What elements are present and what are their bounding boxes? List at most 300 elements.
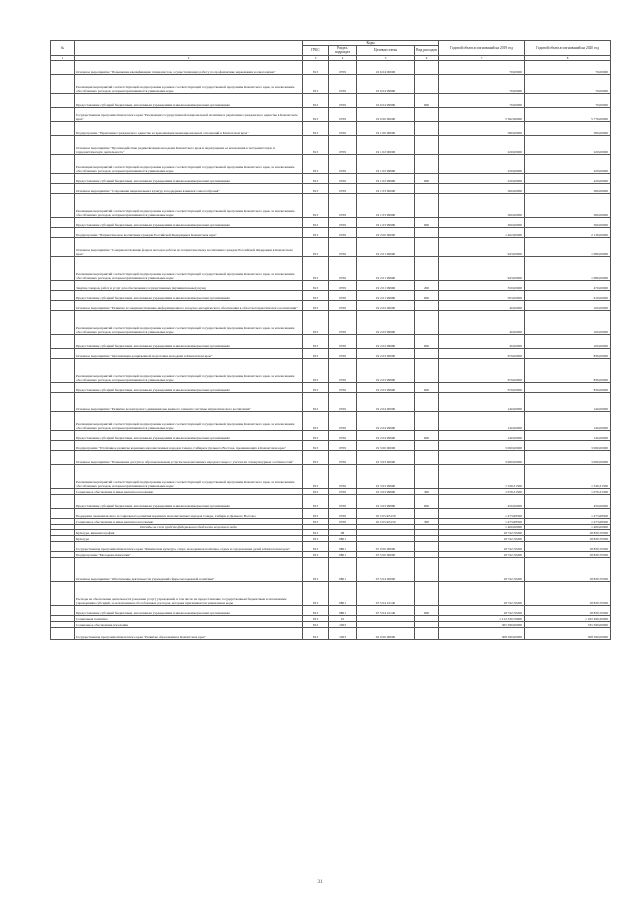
row-2019-cell: 18 742,76200 — [439, 551, 525, 557]
row-target-cell: 19 2 03 00000 — [357, 348, 415, 358]
table-row — [51, 411, 611, 430]
row-name-cell: Культура — [75, 535, 303, 541]
column-number-header: № — [51, 41, 75, 56]
table-row — [51, 392, 611, 411]
table-row — [51, 237, 611, 256]
row-grbs-cell: 813 — [303, 193, 329, 217]
table-row — [51, 541, 611, 551]
row-section-cell: 0709 — [329, 256, 357, 280]
row-section-cell: 0709 — [329, 290, 357, 300]
row-2019-cell: 360,00000 — [439, 183, 525, 193]
row-section-cell: 0709 — [329, 121, 357, 135]
column-section-header: Раздел, подраздел — [329, 46, 357, 55]
row-number-cell — [51, 135, 75, 154]
row-2019-cell: 3 000,00000 — [439, 440, 525, 450]
row-2019-cell: 220,00000 — [439, 154, 525, 173]
row-2019-cell: 679,00000 — [439, 358, 525, 382]
row-2020-cell: 335 590,00000 — [525, 621, 611, 627]
row-name-cell: Основное мероприятие "Обеспечение деятельности учреждений сферы молодежной политики" — [75, 557, 303, 581]
row-type-cell: 600 — [415, 93, 439, 107]
row-number-cell — [51, 154, 75, 173]
row-type-cell: 600 — [415, 494, 439, 508]
row-grbs-cell: 813 — [303, 535, 329, 541]
row-grbs-cell: 813 — [303, 256, 329, 280]
row-name-cell: Закупка товаров, работ и услуг для обеспечения государственных (муниципальных) нужд — [75, 280, 303, 290]
row-2019-cell: 1 400,00000 — [439, 524, 525, 529]
row-grbs-cell: 813 — [303, 382, 329, 392]
table-row — [51, 217, 611, 227]
row-number-cell — [51, 541, 75, 551]
row-section-cell: 0709 — [329, 60, 357, 74]
row-number-cell — [51, 557, 75, 581]
row-section-cell: 0709 — [329, 488, 357, 494]
row-2020-cell: 140,00000 — [525, 411, 611, 430]
column-index-cell: 6 — [415, 55, 439, 60]
row-type-cell — [415, 464, 439, 488]
row-2019-cell: 580,00000 — [439, 121, 525, 135]
row-grbs-cell: 813 — [303, 430, 329, 440]
row-section-cell: 0709 — [329, 135, 357, 154]
row-target-cell: 19 1 02 99990 — [357, 154, 415, 173]
row-grbs-cell: 813 — [303, 135, 329, 154]
row-section-cell: 0801 — [329, 581, 357, 605]
table-row — [51, 290, 611, 300]
row-grbs-cell: 813 — [303, 627, 329, 639]
row-2020-cell: 70,00000 — [525, 74, 611, 93]
row-type-cell: 600 — [415, 605, 439, 615]
row-name-cell: Подпрограмма "Патриотическое воспитание граждан Российской Федерации в Камчатском крае" — [75, 227, 303, 237]
row-name-cell: Поддержка экономического и социального развития коренных малочисленных народов Севера, Сибири и Дальнего Востока — [75, 508, 303, 518]
table-row — [51, 310, 611, 334]
row-2019-cell: 679,00000 — [439, 348, 525, 358]
row-number-cell — [51, 60, 75, 74]
row-2019-cell: 18 742,76200 — [439, 535, 525, 541]
table-row — [51, 508, 611, 518]
row-target-cell: 19 1 02 00000 — [357, 135, 415, 154]
table-row — [51, 154, 611, 173]
row-type-cell — [415, 392, 439, 411]
column-index-cell: 8 — [525, 55, 611, 60]
row-type-cell: 600 — [415, 173, 439, 183]
row-name-cell: Реализация мероприятий соответствующей подпрограммы в рамках соответствующей государственной программы Камчатского края, за исключением обособленных расходов, которым присваиваются уникальные коды — [75, 256, 303, 280]
row-section-cell: 0709 — [329, 382, 357, 392]
row-number-cell — [51, 93, 75, 107]
row-2020-cell: 1 400,00000 — [525, 524, 611, 529]
row-name-cell: Расходы на обеспечение деятельности (оказание услуг) учреждений, в том числе на предоставление государственным бюджетным и автономным учреждениям субсидий, за исключением обособленных расходов, которым присваиваются уникальные коды — [75, 581, 303, 605]
row-2020-cell: 450,00000 — [525, 494, 611, 508]
row-name-cell: Государственная программа Камчатского края "Развитие образования в Камчатском крае" — [75, 627, 303, 639]
row-name-cell: Предоставление субсидий бюджетным, автономным учреждениям и иным некоммерческим организациям — [75, 93, 303, 107]
row-2019-cell: 943,00000 — [439, 237, 525, 256]
row-2020-cell: 836,00000 — [525, 348, 611, 358]
row-section-cell: 0709 — [329, 193, 357, 217]
row-name-cell: Основное мероприятие "Повышение квалификации специалистов, осуществляющих работу по профилактике наркомании и алкоголизма" — [75, 60, 303, 74]
row-target-cell: 19 2 00 00000 — [357, 227, 415, 237]
row-number-cell — [51, 450, 75, 464]
row-name-cell: Реализация мероприятий соответствующей подпрограммы в рамках соответствующей государственной программы Камчатского края, за исключением обособленных расходов, которым присваиваются уникальные коды — [75, 464, 303, 488]
row-2019-cell: 350,00000 — [439, 280, 525, 290]
row-name-cell: Реализация мероприятий соответствующей подпрограммы в рамках соответствующей государственной программы Камчатского края, за исключением обособленных расходов, которым присваиваются уникальные коды — [75, 193, 303, 217]
column-type-header: Вид расходов — [415, 46, 439, 55]
row-section-cell: 0709 — [329, 334, 357, 348]
row-2020-cell: 308 390,00000 — [525, 627, 611, 639]
row-name-cell: Реализация мероприятий соответствующей подпрограммы в рамках соответствующей государственной программы Камчатского края, за исключением обособленных расходов, которым присваиваются уникальные коды — [75, 154, 303, 173]
column-2020-header: Годовой объем ассигнований на 2020 год — [525, 41, 611, 56]
row-number-cell — [51, 280, 75, 290]
budget-table — [50, 40, 611, 640]
column-target-header: Целевая статья — [357, 46, 415, 55]
row-target-cell: 16 6 04 99990 — [357, 93, 415, 107]
row-number-cell — [51, 74, 75, 93]
row-section-cell: 1003 — [329, 621, 357, 627]
row-section-cell: 0709 — [329, 494, 357, 508]
row-2020-cell: 1 473,68500 — [525, 518, 611, 524]
row-target-cell: 07 0 00 00000 — [357, 541, 415, 551]
row-section-cell: 0709 — [329, 440, 357, 450]
row-type-cell — [415, 183, 439, 193]
row-number-cell — [51, 358, 75, 382]
row-name-cell: Социальное обеспечение населения — [75, 621, 303, 627]
row-name-cell: Государственная программа Камчатского края "Реализация государственной национальной политики и укрепление гражданского единства в Камчатском крае" — [75, 107, 303, 121]
row-2019-cell: 220,00000 — [439, 135, 525, 154]
table-row — [51, 227, 611, 237]
row-section-cell: 08 — [329, 529, 357, 535]
row-number-cell — [51, 581, 75, 605]
row-name-cell: Основное мероприятие "Повышение доступа к образовательным услугам малочисленных народов Севера с учетом их этнокультурных особенностей" — [75, 450, 303, 464]
row-target-cell: 07 5 04 10140 — [357, 581, 415, 605]
table-row — [51, 440, 611, 450]
table-row — [51, 358, 611, 382]
row-target-cell: 19 1 03 00000 — [357, 183, 415, 193]
row-number-cell — [51, 183, 75, 193]
row-type-cell: 200 — [415, 280, 439, 290]
row-target-cell: 19 0 00 00000 — [357, 107, 415, 121]
table-row — [51, 74, 611, 93]
row-2019-cell: 40,00000 — [439, 310, 525, 334]
row-section-cell: 1003 — [329, 627, 357, 639]
table-row — [51, 135, 611, 154]
row-target-cell: 19 2 03 99990 — [357, 382, 415, 392]
row-target-cell: 19 2 01 99990 — [357, 290, 415, 300]
row-grbs-cell: 813 — [303, 615, 329, 621]
row-number-cell — [51, 334, 75, 348]
row-number-cell — [51, 430, 75, 440]
row-section-cell: 0801 — [329, 605, 357, 615]
row-name-cell: Подпрограмма "Молодежь Камчатки" — [75, 551, 303, 557]
column-grbs-header: ГРБС — [303, 46, 329, 55]
row-type-cell: 600 — [415, 334, 439, 348]
row-grbs-cell: 813 — [303, 121, 329, 135]
table-row — [51, 334, 611, 348]
row-grbs-cell: 813 — [303, 173, 329, 183]
row-grbs-cell: 813 — [303, 605, 329, 615]
row-number-cell — [51, 300, 75, 310]
row-2019-cell: 3 000,00000 — [439, 450, 525, 464]
row-grbs-cell: 813 — [303, 541, 329, 551]
row-grbs-cell: 813 — [303, 488, 329, 494]
table-row — [51, 183, 611, 193]
row-target-cell: 16 6 04 00000 — [357, 60, 415, 74]
row-number-cell — [51, 508, 75, 518]
row-target-cell: 19 2 04 00000 — [357, 392, 415, 411]
row-type-cell — [415, 107, 439, 121]
column-index-cell: 2 — [75, 55, 303, 60]
row-section-cell: 0709 — [329, 508, 357, 518]
row-name-cell: Предоставление субсидий бюджетным, автономным учреждениям и иным некоммерческим организациям — [75, 494, 303, 508]
row-name-cell: Основное мероприятие "Совершенствование форм и методов работы по патриотическому воспитанию граждан Российской Федерации в Камчатском крае" — [75, 237, 303, 256]
row-2019-cell: 40,00000 — [439, 334, 525, 348]
row-name-cell: Социальное обеспечение и иные выплаты населению — [75, 488, 303, 494]
row-target-cell: 19 1 00 00000 — [357, 121, 415, 135]
table-row — [51, 121, 611, 135]
row-type-cell — [415, 74, 439, 93]
row-section-cell: 0709 — [329, 348, 357, 358]
row-grbs-cell: 813 — [303, 551, 329, 557]
row-name-cell: Государственная программа Камчатского края "Физическая культура, спорт, молодежная политика, отдых и оздоровление детей в Камчатском крае" — [75, 541, 303, 551]
row-2020-cell: 100,00000 — [525, 300, 611, 310]
row-2019-cell: 18 742,76200 — [439, 557, 525, 581]
row-number-cell — [51, 310, 75, 334]
row-name-cell: Социальная политика — [75, 615, 303, 621]
row-section-cell: 0709 — [329, 392, 357, 411]
row-target-cell: 02 0 00 00000 — [357, 627, 415, 639]
row-2019-cell: 18 742,76200 — [439, 529, 525, 535]
row-type-cell — [415, 135, 439, 154]
row-type-cell — [415, 256, 439, 280]
row-grbs-cell: 813 — [303, 392, 329, 411]
row-grbs-cell: 813 — [303, 154, 329, 173]
row-grbs-cell: 813 — [303, 300, 329, 310]
row-grbs-cell: 813 — [303, 280, 329, 290]
row-2020-cell: 836,00000 — [525, 382, 611, 392]
row-type-cell: 300 — [415, 488, 439, 494]
row-name-cell: Социальное обеспечение и иные выплаты населению — [75, 518, 303, 524]
row-2019-cell: 220,00000 — [439, 173, 525, 183]
row-name-cell: Реализация мероприятий соответствующей подпрограммы в рамках соответствующей государственной программы Камчатского края, за исключением обособленных расходов, которым присваиваются уникальные коды — [75, 74, 303, 93]
row-type-cell — [415, 358, 439, 382]
row-type-cell — [415, 310, 439, 334]
row-number-cell — [51, 237, 75, 256]
row-type-cell — [415, 193, 439, 217]
row-2020-cell: 100,00000 — [525, 334, 611, 348]
row-target-cell: 19 2 02 00000 — [357, 300, 415, 310]
row-target-cell: 19 2 01 99990 — [357, 256, 415, 280]
row-2019-cell: 1 473,68500 — [439, 518, 525, 524]
row-2019-cell: 593,00000 — [439, 290, 525, 300]
row-section-cell: 0709 — [329, 154, 357, 173]
row-2020-cell: 18 830,70500 — [525, 557, 611, 581]
table-row — [51, 581, 611, 605]
row-grbs-cell: 813 — [303, 237, 329, 256]
row-name-cell: Предоставление субсидий бюджетным, автономным учреждениям и иным некоммерческим организациям — [75, 382, 303, 392]
row-2019-cell: 1 212 339,76600 — [439, 615, 525, 621]
table-row — [51, 348, 611, 358]
row-section-cell: 0709 — [329, 310, 357, 334]
table-row — [51, 450, 611, 464]
row-2019-cell: 40,00000 — [439, 300, 525, 310]
column-index-cell: 7 — [439, 55, 525, 60]
row-grbs-cell: 813 — [303, 581, 329, 605]
row-section-cell: 0709 — [329, 183, 357, 193]
row-2020-cell: 610,00000 — [525, 290, 611, 300]
table-row — [51, 256, 611, 280]
row-2020-cell: 140,00000 — [525, 392, 611, 411]
row-section-cell: 0709 — [329, 358, 357, 382]
row-grbs-cell: 813 — [303, 60, 329, 74]
row-target-cell: 19 1 03 99990 — [357, 217, 415, 227]
row-name-cell: Предоставление субсидий бюджетным, автономным учреждениям и иным некоммерческим организациям — [75, 290, 303, 300]
row-type-cell — [415, 300, 439, 310]
row-2020-cell: 2 136,00000 — [525, 227, 611, 237]
table-row — [51, 557, 611, 581]
row-2020-cell: 1 526,31500 — [525, 464, 611, 488]
table-row — [51, 430, 611, 440]
row-2019-cell: 943,00000 — [439, 256, 525, 280]
row-number-cell — [51, 411, 75, 430]
row-2020-cell: 18 830,70500 — [525, 581, 611, 605]
row-section-cell: 0709 — [329, 300, 357, 310]
row-2020-cell: 580,00000 — [525, 121, 611, 135]
row-grbs-cell: 813 — [303, 217, 329, 227]
row-type-cell — [415, 411, 439, 430]
row-grbs-cell: 813 — [303, 508, 329, 518]
row-section-cell: 0709 — [329, 430, 357, 440]
row-name-cell: Основное мероприятие "Сохранение национальных культур и поддержка языкового многообразия" — [75, 183, 303, 193]
row-2019-cell: 1 473,68500 — [439, 508, 525, 518]
row-number-cell — [51, 464, 75, 488]
table-row — [51, 93, 611, 107]
row-2019-cell: 18 742,76200 — [439, 581, 525, 605]
row-2020-cell: 70,00000 — [525, 60, 611, 74]
row-section-cell: 0801 — [329, 535, 357, 541]
row-type-cell: 600 — [415, 430, 439, 440]
row-2020-cell: 360,00000 — [525, 193, 611, 217]
row-section-cell: 10 — [329, 615, 357, 621]
row-2019-cell: 18 742,76200 — [439, 605, 525, 615]
row-2020-cell: 5 776,00000 — [525, 107, 611, 121]
row-number-cell — [51, 256, 75, 280]
row-target-cell: 19 2 02 99990 — [357, 334, 415, 348]
row-name-cell: Основное мероприятие "Развитие волонтерского движения как важного элемента системы патриотического воспитания" — [75, 392, 303, 411]
row-2019-cell: 365 390,00000 — [439, 621, 525, 627]
row-grbs-cell: 813 — [303, 358, 329, 382]
row-number-cell — [51, 173, 75, 183]
row-target-cell: 19 2 03 99990 — [357, 358, 415, 382]
row-2020-cell: 3 060,00000 — [525, 450, 611, 464]
row-target-cell: 19 2 04 99990 — [357, 430, 415, 440]
row-name-cell: Основное мероприятие "Противодействие радикализации молодежи Камчатского края и недопущение ее вовлечения в экстремистскую и террористическую деятельность" — [75, 135, 303, 154]
column-index-cell: 1 — [51, 55, 75, 60]
row-2019-cell: 5 362,90000 — [439, 107, 525, 121]
row-name-cell: Предоставление субсидий бюджетным, автономным учреждениям и иным некоммерческим организациям — [75, 217, 303, 227]
row-number-cell — [51, 382, 75, 392]
row-2020-cell: 220,00000 — [525, 173, 611, 183]
row-number-cell — [51, 392, 75, 411]
row-type-cell: 600 — [415, 382, 439, 392]
row-type-cell — [415, 237, 439, 256]
row-target-cell: 19 3 03 99990 — [357, 494, 415, 508]
row-name-cell: Реализация мероприятий соответствующей подпрограммы в рамках соответствующей государственной программы Камчатского края, за исключением обособленных расходов, которым присваиваются уникальные коды — [75, 358, 303, 382]
table-row — [51, 60, 611, 74]
table-row — [51, 605, 611, 615]
table-row — [51, 107, 611, 121]
row-2019-cell: 140,00000 — [439, 411, 525, 430]
row-target-cell: 19 3 03 00000 — [357, 450, 415, 464]
row-name-cell: Предоставление субсидий бюджетным, автономным учреждениям и иным некоммерческим организациям — [75, 334, 303, 348]
codes-group-header: Коды — [303, 41, 439, 46]
row-2020-cell: 836,00000 — [525, 358, 611, 382]
row-section-cell: 0709 — [329, 280, 357, 290]
row-grbs-cell: 813 — [303, 334, 329, 348]
row-name-cell: Реализация мероприятий соответствующей подпрограммы в рамках соответствующей государственной программы Камчатского края, за исключением обособленных расходов, которым присваиваются уникальные коды — [75, 310, 303, 334]
row-name-cell: Подпрограмма "Устойчивое развитие коренных малочисленных народов Севера, Сибири и Дальнего Востока, проживающих в Камчатском крае" — [75, 440, 303, 450]
row-name-cell: Подпрограмма "Укрепление гражданского единства и гармонизация межнациональных отношений в Камчатском крае" — [75, 121, 303, 135]
row-name-cell: Культура, кинематография — [75, 529, 303, 535]
row-number-cell — [51, 348, 75, 358]
row-section-cell: 0801 — [329, 541, 357, 551]
row-type-cell — [415, 627, 439, 639]
row-section-cell: 0709 — [329, 227, 357, 237]
row-target-cell: 19 3 03 R5150 — [357, 518, 415, 524]
row-target-cell: 16 6 04 99990 — [357, 74, 415, 93]
row-number-cell — [51, 440, 75, 450]
row-2019-cell: 1 402,90000 — [439, 227, 525, 237]
row-target-cell: 19 3 03 99990 — [357, 488, 415, 494]
row-target-cell: 19 1 03 99990 — [357, 193, 415, 217]
row-2019-cell: 450,00000 — [439, 494, 525, 508]
row-2020-cell: 1 080,00000 — [525, 256, 611, 280]
row-name-cell: Расходы за счет средств федерального бюджета нецелевого кода — [75, 524, 303, 529]
row-2020-cell: 18 830,70500 — [525, 605, 611, 615]
row-section-cell: 0801 — [329, 551, 357, 557]
row-type-cell — [415, 557, 439, 581]
budget-table-page — [50, 40, 610, 640]
row-name-cell: Предоставление субсидий бюджетным, автономным учреждениям и иным некоммерческим организациям — [75, 605, 303, 615]
row-type-cell — [415, 121, 439, 135]
row-grbs-cell: 813 — [303, 494, 329, 508]
row-number-cell — [51, 627, 75, 639]
row-number-cell — [51, 227, 75, 237]
row-grbs-cell: 813 — [303, 529, 329, 535]
row-number-cell — [51, 121, 75, 135]
row-2020-cell: 18 830,70500 — [525, 551, 611, 557]
row-2019-cell: 70,00000 — [439, 74, 525, 93]
row-target-cell: 19 2 02 99990 — [357, 310, 415, 334]
row-grbs-cell: 813 — [303, 557, 329, 581]
row-2020-cell: 1 080,00000 — [525, 237, 611, 256]
row-type-cell — [415, 440, 439, 450]
row-section-cell: 0709 — [329, 518, 357, 524]
row-type-cell — [415, 581, 439, 605]
row-type-cell: 600 — [415, 217, 439, 227]
table-row — [51, 627, 611, 639]
table-row — [51, 173, 611, 183]
table-body — [51, 60, 611, 639]
row-2020-cell: 220,00000 — [525, 135, 611, 154]
row-number-cell — [51, 193, 75, 217]
row-2020-cell: 220,00000 — [525, 154, 611, 173]
row-grbs-cell: 813 — [303, 621, 329, 627]
row-section-cell: 0709 — [329, 173, 357, 183]
row-number-cell — [51, 107, 75, 121]
row-target-cell: 19 1 02 99990 — [357, 173, 415, 183]
row-type-cell — [415, 508, 439, 518]
row-2020-cell: 100,00000 — [525, 310, 611, 334]
row-grbs-cell: 813 — [303, 93, 329, 107]
row-2020-cell: 1 473,68500 — [525, 508, 611, 518]
row-type-cell: 600 — [415, 290, 439, 300]
row-type-cell — [415, 450, 439, 464]
